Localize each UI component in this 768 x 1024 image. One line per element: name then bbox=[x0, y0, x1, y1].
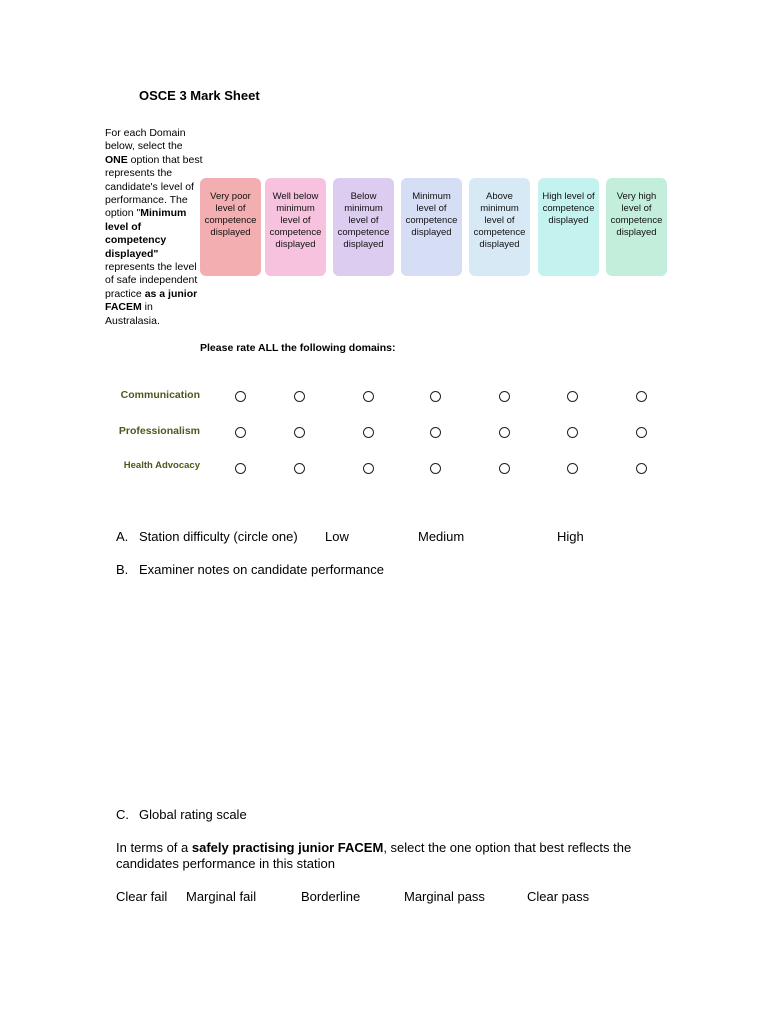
radio-professionalism-6[interactable] bbox=[567, 427, 578, 438]
intro-text-3: represents the level of safe independent practice bbox=[105, 261, 198, 300]
radio-health-advocacy-4[interactable] bbox=[430, 463, 441, 474]
domain-professionalism: Professionalism bbox=[118, 425, 200, 437]
radio-communication-1[interactable] bbox=[235, 391, 246, 402]
global-text-bold: safely practising junior FACEM bbox=[191, 840, 384, 855]
intro-text-2: option that best represents the candidate's level of performance. The option " bbox=[105, 153, 203, 220]
radio-communication-5[interactable] bbox=[499, 391, 510, 402]
global-text-1: In terms of a bbox=[116, 840, 192, 855]
radio-professionalism-7[interactable] bbox=[636, 427, 647, 438]
global-text-2: , select the one option that best reflects the candidates performance in this station bbox=[116, 840, 632, 871]
scale-above-minimum: Above minimum level of competence displayed bbox=[469, 178, 530, 276]
scale-very-poor: Very poor level of competence displayed bbox=[200, 178, 261, 276]
radio-professionalism-5[interactable] bbox=[499, 427, 510, 438]
scale-very-high: Very high level of competence displayed bbox=[606, 178, 667, 276]
radio-health-advocacy-1[interactable] bbox=[235, 463, 246, 474]
difficulty-medium[interactable]: Medium bbox=[418, 529, 465, 544]
domain-communication: Communication bbox=[120, 389, 200, 401]
intro-one: ONE bbox=[105, 153, 128, 166]
section-b-marker: B. bbox=[116, 562, 129, 577]
instructions bbox=[105, 127, 203, 328]
section-c-marker: C. bbox=[116, 807, 129, 822]
radio-communication-3[interactable] bbox=[363, 391, 374, 402]
global-rating-instructions bbox=[116, 840, 646, 872]
scale-minimum: Minimum level of competence displayed bbox=[401, 178, 462, 276]
option-marginal-pass[interactable]: Marginal pass bbox=[404, 889, 485, 904]
radio-professionalism-2[interactable] bbox=[294, 427, 305, 438]
radio-communication-7[interactable] bbox=[636, 391, 647, 402]
radio-communication-6[interactable] bbox=[567, 391, 578, 402]
page-title: OSCE 3 Mark Sheet bbox=[139, 88, 260, 103]
difficulty-high[interactable]: High bbox=[557, 529, 584, 544]
option-clear-pass[interactable]: Clear pass bbox=[527, 889, 590, 904]
scale-high: High level of competence displayed bbox=[538, 178, 599, 276]
station-difficulty-label: Station difficulty (circle one) bbox=[139, 529, 298, 544]
intro-minimum: Minimum level of competency displayed" bbox=[105, 207, 187, 260]
intro-text-1: For each Domain below, select the bbox=[105, 127, 186, 153]
intro-text-4: in Australasia. bbox=[105, 301, 160, 327]
option-marginal-fail[interactable]: Marginal fail bbox=[186, 889, 257, 904]
global-rating-label: Global rating scale bbox=[139, 807, 247, 822]
examiner-notes-label: Examiner notes on candidate performance bbox=[139, 562, 384, 577]
scale-below-minimum: Below minimum level of competence displayed bbox=[333, 178, 394, 276]
radio-health-advocacy-7[interactable] bbox=[636, 463, 647, 474]
radio-communication-4[interactable] bbox=[430, 391, 441, 402]
radio-health-advocacy-2[interactable] bbox=[294, 463, 305, 474]
option-borderline[interactable]: Borderline bbox=[301, 889, 361, 904]
rate-heading: Please rate ALL the following domains: bbox=[200, 342, 396, 354]
difficulty-low[interactable]: Low bbox=[325, 529, 349, 544]
intro-junior: as a junior FACEM bbox=[105, 287, 198, 314]
section-a-marker: A. bbox=[116, 529, 129, 544]
radio-health-advocacy-3[interactable] bbox=[363, 463, 374, 474]
radio-communication-2[interactable] bbox=[294, 391, 305, 402]
scale-well-below-minimum: Well below minimum level of competence displayed bbox=[265, 178, 326, 276]
option-clear-fail[interactable]: Clear fail bbox=[116, 889, 168, 904]
radio-health-advocacy-5[interactable] bbox=[499, 463, 510, 474]
radio-professionalism-3[interactable] bbox=[363, 427, 374, 438]
domain-health-advocacy: Health Advocacy bbox=[123, 460, 200, 471]
radio-professionalism-4[interactable] bbox=[430, 427, 441, 438]
radio-professionalism-1[interactable] bbox=[235, 427, 246, 438]
radio-health-advocacy-6[interactable] bbox=[567, 463, 578, 474]
